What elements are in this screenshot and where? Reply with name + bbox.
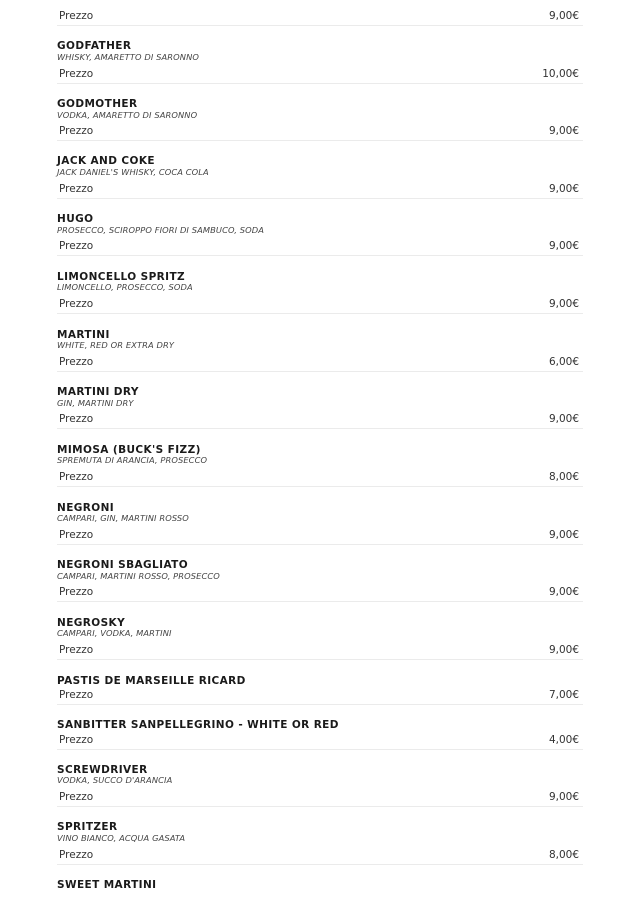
separator-line	[57, 25, 583, 26]
price-label: Prezzo	[59, 644, 94, 656]
price-label: Prezzo	[59, 791, 94, 803]
price-row[interactable]	[57, 471, 583, 487]
price-label: Prezzo	[59, 183, 94, 195]
item-name: NEGRONI	[57, 502, 115, 514]
item-name: MIMOSA (BUCK'S FIZZ)	[57, 444, 201, 456]
price-row[interactable]	[57, 529, 583, 545]
item-name: PASTIS DE MARSEILLE RICARD	[57, 675, 246, 687]
price-label: Prezzo	[59, 10, 94, 22]
separator-line	[57, 749, 583, 750]
price-value: 8,00€	[548, 471, 579, 483]
item-description: VINO BIANCO, ACQUA GASATA	[57, 833, 186, 843]
price-row[interactable]	[57, 849, 583, 865]
item-description: SPREMUTA DI ARANCIA, PROSECCO	[57, 455, 208, 465]
price-row[interactable]	[57, 10, 583, 26]
item-name: SANBITTER SANPELLEGRINO - WHITE OR RED	[57, 719, 339, 731]
price-value: 4,00€	[548, 734, 579, 746]
price-value: 9,00€	[548, 529, 579, 541]
item-description: VODKA, AMARETTO DI SARONNO	[57, 110, 198, 120]
separator-line	[57, 659, 583, 660]
price-value: 8,00€	[548, 849, 579, 861]
item-name: MARTINI	[57, 329, 110, 341]
item-description: CAMPARI, MARTINI ROSSO, PROSECCO	[57, 571, 220, 581]
price-row[interactable]	[57, 298, 583, 314]
item-name: MARTINI DRY	[57, 386, 139, 398]
price-value: 9,00€	[548, 413, 579, 425]
price-row[interactable]	[57, 413, 583, 429]
price-row[interactable]	[57, 689, 583, 705]
separator-line	[57, 371, 583, 372]
price-row[interactable]	[57, 356, 583, 372]
item-description: LIMONCELLO, PROSECCO, SODA	[57, 282, 193, 292]
price-label: Prezzo	[59, 68, 94, 80]
price-label: Prezzo	[59, 689, 94, 701]
separator-line	[57, 198, 583, 199]
price-label: Prezzo	[59, 413, 94, 425]
separator-line	[57, 428, 583, 429]
item-name: HUGO	[57, 213, 94, 225]
item-name: SPRITZER	[57, 821, 118, 833]
price-row[interactable]	[57, 644, 583, 660]
separator-line	[57, 544, 583, 545]
price-value: 6,00€	[548, 356, 579, 368]
item-name: NEGRONI SBAGLIATO	[57, 559, 189, 571]
separator-line	[57, 83, 583, 84]
separator-line	[57, 704, 583, 705]
price-row[interactable]	[57, 68, 583, 84]
item-name: GODMOTHER	[57, 98, 138, 110]
price-label: Prezzo	[59, 471, 94, 483]
price-value: 9,00€	[548, 644, 579, 656]
item-name: LIMONCELLO SPRITZ	[57, 271, 186, 283]
price-row[interactable]	[57, 125, 583, 141]
price-value: 7,00€	[548, 689, 579, 701]
price-label: Prezzo	[59, 356, 94, 368]
item-name: SCREWDRIVER	[57, 764, 148, 776]
item-description: WHITE, RED OR EXTRA DRY	[57, 340, 175, 350]
item-name: NEGROSKY	[57, 617, 126, 629]
price-label: Prezzo	[59, 298, 94, 310]
separator-line	[57, 806, 583, 807]
price-label: Prezzo	[59, 125, 94, 137]
item-description: JACK DANIEL'S WHISKY, COCA COLA	[57, 167, 209, 177]
item-description: CAMPARI, VODKA, MARTINI	[57, 628, 172, 638]
separator-line	[57, 486, 583, 487]
price-value: 9,00€	[548, 183, 579, 195]
item-name: GODFATHER	[57, 40, 132, 52]
item-description: CAMPARI, GIN, MARTINI ROSSO	[57, 513, 189, 523]
price-row[interactable]	[57, 586, 583, 602]
price-value: 9,00€	[548, 586, 579, 598]
price-label: Prezzo	[59, 529, 94, 541]
price-label: Prezzo	[59, 586, 94, 598]
separator-line	[57, 601, 583, 602]
price-label: Prezzo	[59, 849, 94, 861]
price-label: Prezzo	[59, 734, 94, 746]
item-description: PROSECCO, SCIROPPO FIORI DI SAMBUCO, SODA	[57, 225, 265, 235]
item-description: WHISKY, AMARETTO DI SARONNO	[57, 52, 200, 62]
price-value: 9,00€	[548, 240, 579, 252]
price-label: Prezzo	[59, 240, 94, 252]
price-row[interactable]	[57, 734, 583, 750]
price-value: 9,00€	[548, 791, 579, 803]
price-value: 10,00€	[542, 68, 579, 80]
price-value: 9,00€	[548, 298, 579, 310]
price-row[interactable]	[57, 183, 583, 199]
item-description: GIN, MARTINI DRY	[57, 398, 134, 408]
price-row[interactable]	[57, 791, 583, 807]
price-value: 9,00€	[548, 125, 579, 137]
separator-line	[57, 140, 583, 141]
item-name: SWEET MARTINI	[57, 879, 157, 891]
price-row[interactable]	[57, 240, 583, 256]
separator-line	[57, 313, 583, 314]
price-value: 9,00€	[548, 10, 579, 22]
item-description: VODKA, SUCCO D'ARANCIA	[57, 775, 173, 785]
separator-line	[57, 255, 583, 256]
separator-line	[57, 864, 583, 865]
item-name: JACK AND COKE	[57, 155, 155, 167]
